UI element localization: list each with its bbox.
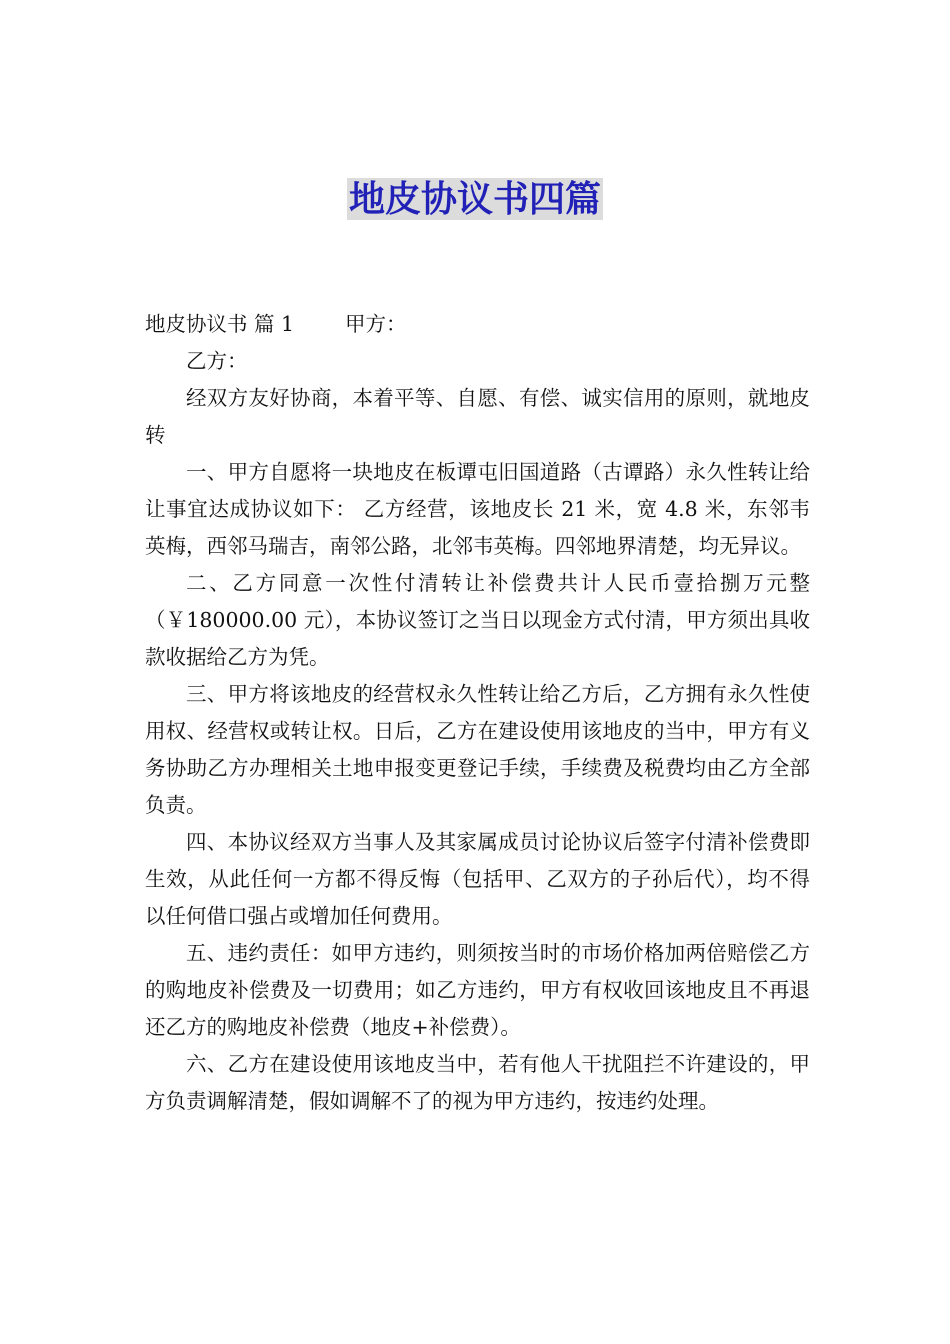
paragraph-party-b: 乙方： xyxy=(186,349,248,373)
paragraph-clause-3: 三、甲方将该地皮的经营权永久性转让给乙方后，乙方拥有永久性使用权、经营权或转让权。日后，乙方在建设使用该地皮的当中，甲方有义务协助乙方办理相关土地申报变更登记手续，手续费及税费均由乙方全部负责。 xyxy=(145,682,810,817)
party-a-label: 甲方： xyxy=(345,312,407,336)
section-heading-line xyxy=(145,306,810,343)
paragraph-clause-1: 一、甲方自愿将一块地皮在板谭屯旧国道路（古谭路）永久性转让给让事宜达成协议如下： 乙方经营，该地皮长 21 米，宽 4.8 米，东邻韦英梅，西邻马瑞吉，南邻公路，北邻韦英梅。四邻地界清楚，均无异议。 xyxy=(145,460,810,558)
paragraph-preamble: 经双方友好协商，本着平等、自愿、有偿、诚实信用的原则，就地皮转 xyxy=(145,386,810,447)
paragraph-clause-4: 四、本协议经双方当事人及其家属成员讨论协议后签字付清补偿费即生效，从此任何一方都不得反悔（包括甲、乙双方的子孙后代），均不得以任何借口强占或增加任何费用。 xyxy=(145,830,810,928)
paragraph-clause-5: 五、违约责任：如甲方违约，则须按当时的市场价格加两倍赔偿乙方的购地皮补偿费及一切费用；如乙方违约，甲方有权收回该地皮且不再退还乙方的购地皮补偿费（地皮+补偿费）。 xyxy=(145,941,810,1039)
paragraph-clause-6: 六、乙方在建设使用该地皮当中，若有他人干扰阻拦不许建设的，甲方负责调解清楚，假如调解不了的视为甲方违约，按违约处理。 xyxy=(145,1052,810,1113)
document-body xyxy=(145,306,810,1120)
document-title-text: 地皮协议书四篇 xyxy=(348,178,601,220)
paragraph-clause-2: 二、乙方同意一次性付清转让补偿费共计人民币壹拾捌万元整（￥180000.00 元），本协议签订之当日以现金方式付清，甲方须出具收款收据给乙方为凭。 xyxy=(145,571,810,669)
document-title xyxy=(0,176,950,222)
section-heading: 地皮协议书 篇 1 xyxy=(145,312,295,336)
